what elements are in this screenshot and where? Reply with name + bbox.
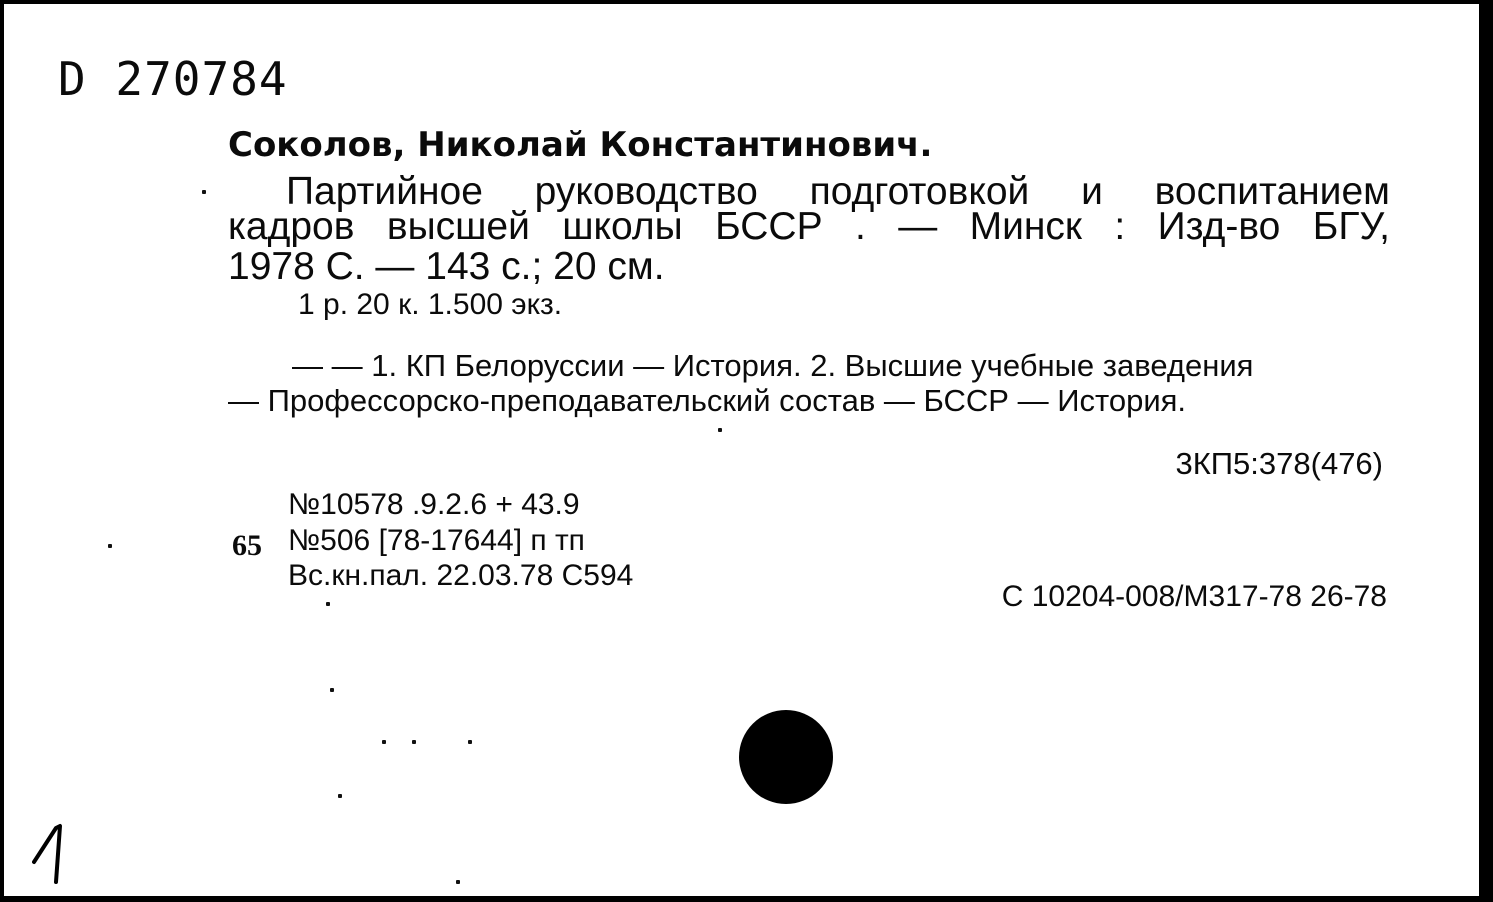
title-word: Изд-во — [1157, 205, 1281, 248]
imprint-line: 1978 С. — 143 с.; 20 см. — [228, 245, 665, 288]
subject-headings-line-2: — Профессорско-преподавательский состав — БССР — История. — [228, 383, 1187, 418]
title-word: . — [854, 205, 866, 248]
title-word: подготовкой — [809, 170, 1030, 213]
publisher-code: С 10204-008/М317-78 26-78 — [1001, 580, 1387, 613]
title-word: БГУ, — [1312, 205, 1390, 248]
title-line-2 — [228, 207, 1390, 246]
title-word: школы — [562, 205, 683, 248]
tech-line-2: №506 [78-17644] п тп — [288, 524, 585, 557]
speck — [202, 190, 206, 194]
title-word: высшей — [386, 205, 530, 248]
title-word: Минск — [969, 205, 1082, 248]
title-word: руководство — [534, 170, 758, 213]
title-word: кадров — [228, 205, 355, 248]
speck — [468, 740, 472, 744]
classification-index: 3КП5:378(476) — [1175, 446, 1383, 481]
speck — [456, 880, 460, 884]
title-word: : — [1114, 205, 1126, 248]
title-word: — — [898, 205, 938, 248]
title-word: БССР — [715, 205, 823, 248]
tech-line-1: №10578 .9.2.6 + 43.9 — [288, 488, 580, 521]
subject-headings-line-1: — — 1. КП Белоруссии — История. 2. Высшие учебные заведения — [292, 348, 1254, 383]
title-word: и — [1081, 170, 1103, 213]
speck — [338, 794, 342, 798]
handwritten-mark — [32, 822, 72, 888]
speck — [718, 428, 722, 432]
price-and-print-run: 1 р. 20 к. 1.500 экз. — [298, 288, 563, 321]
author-name: Соколов, Николай Константинович. — [228, 125, 933, 165]
speck — [108, 544, 112, 548]
call-number: D 270784 — [58, 52, 288, 106]
catalog-card — [4, 4, 1485, 896]
title-word: Партийное — [286, 170, 483, 213]
speck — [330, 688, 334, 692]
title-word: воспитанием — [1154, 170, 1390, 213]
speck — [412, 740, 416, 744]
card-number: 65 — [232, 529, 262, 562]
speck — [382, 740, 386, 744]
punch-hole — [739, 710, 833, 804]
speck — [326, 602, 330, 606]
tech-line-3: Вс.кн.пал. 22.03.78 С594 — [288, 559, 634, 592]
